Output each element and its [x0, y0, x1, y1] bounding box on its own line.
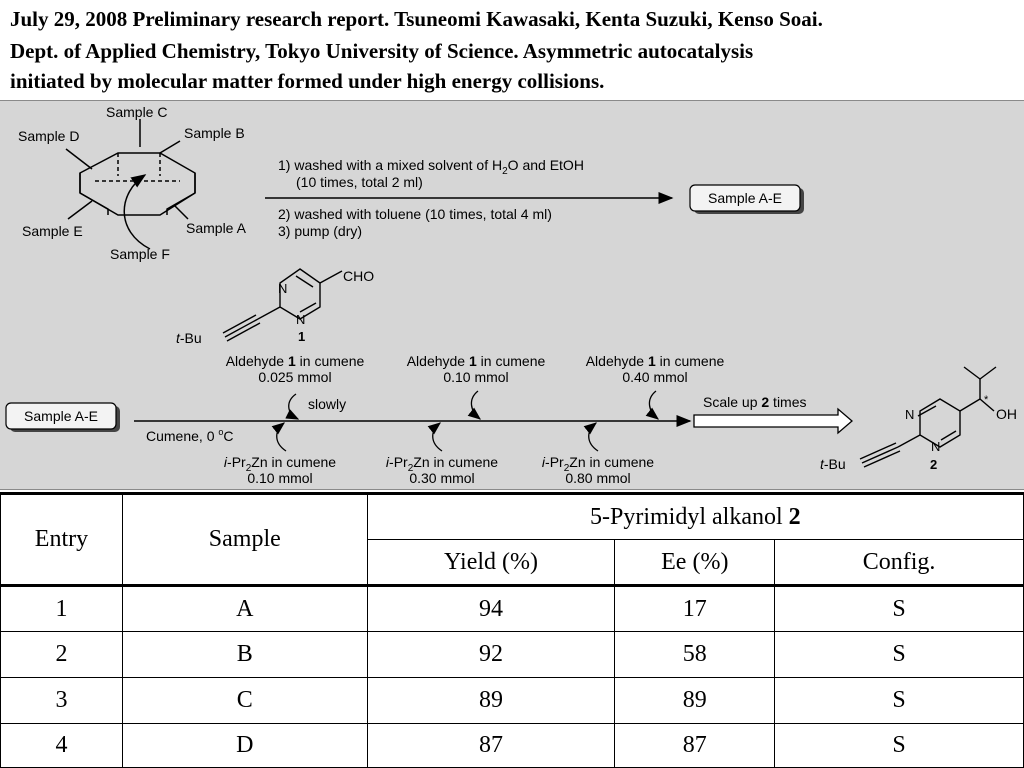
cell-ee: 87 — [615, 724, 775, 768]
header-line-1: July 29, 2008 Preliminary research report. Tsuneomi Kawasaki, Kenta Suzuki, Kenso Soai. — [10, 7, 823, 31]
table-header-row-1 — [1, 494, 1024, 540]
aldehyde-n-upper: N — [278, 281, 288, 296]
cell-sample: D — [122, 724, 367, 768]
aldehyde-tbu: t-Bu — [176, 330, 202, 346]
cell-yield: 94 — [367, 586, 615, 632]
cell-ee: 58 — [615, 632, 775, 678]
cell-entry: 4 — [1, 724, 123, 768]
start-sample-box — [6, 403, 120, 432]
product-number: 2 — [930, 457, 938, 472]
cell-entry: 2 — [1, 632, 123, 678]
cell-sample: C — [122, 678, 367, 724]
aldehyde-number: 1 — [298, 329, 306, 344]
report-header — [0, 0, 1024, 100]
cell-ee: 89 — [615, 678, 775, 724]
leader-sample-f — [124, 175, 150, 249]
table-row — [1, 724, 1024, 768]
addition-top-3-label: Aldehyde 1 in cumene — [585, 353, 725, 369]
results-table — [0, 492, 1024, 768]
wash-step-2: 2) washed with toluene (10 times, total 4 ml) — [278, 206, 552, 222]
product-n-upper: N — [905, 407, 915, 422]
product-sample-box — [690, 185, 804, 214]
aldehyde-cho: CHO — [343, 268, 375, 284]
cell-entry: 1 — [1, 586, 123, 632]
header-line-2: Dept. of Applied Chemistry, Tokyo University of Science. Asymmetric autocatalysis — [10, 39, 754, 63]
cell-ee: 17 — [615, 586, 775, 632]
cell-sample: B — [122, 632, 367, 678]
addition-top-2-amount: 0.10 mmol — [443, 369, 509, 385]
addition-top-1-label: Aldehyde 1 in cumene — [225, 353, 365, 369]
label-sample-a: Sample A — [186, 220, 246, 236]
cell-config: S — [775, 586, 1024, 632]
addition-bottom-3-label: $i-Pr_2Zn$ in cumene — [541, 454, 655, 474]
cell-config: S — [775, 632, 1024, 678]
header-config: Config. — [775, 540, 1024, 586]
wash-step-3: 3) pump (dry) — [278, 223, 363, 239]
table-row — [1, 678, 1024, 724]
addition-bottom-2-amount: 0.30 mmol — [409, 470, 475, 486]
header-entry: Entry — [1, 494, 123, 586]
wash-step-1-detail: (10 times, total 2 ml) — [296, 174, 423, 190]
addition-top-1-amount: 0.025 mmol — [258, 369, 332, 385]
label-sample-e: Sample E — [22, 223, 83, 239]
label-sample-d: Sample D — [18, 128, 80, 144]
addition-bottom-3-amount: 0.80 mmol — [565, 470, 631, 486]
cell-yield: 89 — [367, 678, 615, 724]
svg-text:Sample A-E: Sample A-E — [708, 190, 782, 206]
leader-sample-b — [160, 141, 180, 153]
slowly-label: slowly — [308, 396, 347, 412]
header-line-3: initiated by molecular matter formed under high energy collisions. — [10, 69, 605, 93]
cell-sample: A — [122, 586, 367, 632]
addition-bottom-1-amount: 0.10 mmol — [247, 470, 313, 486]
cell-config: S — [775, 724, 1024, 768]
label-sample-c: Sample C — [106, 104, 168, 120]
sample-holder-drawing — [66, 119, 195, 249]
product-oh: OH — [996, 406, 1017, 422]
scheme-svg — [0, 101, 1024, 491]
header-ee: Ee (%) — [615, 540, 775, 586]
label-sample-b: Sample B — [184, 125, 245, 141]
product-2-structure — [860, 367, 996, 467]
product-stereo-star: * — [984, 394, 989, 406]
header-yield: Yield (%) — [367, 540, 615, 586]
cumene-conditions: Cumene, 0 $^o$C — [146, 427, 234, 444]
addition-bottom-2-label: $i-Pr_2Zn$ in cumene — [385, 454, 499, 474]
cell-config: S — [775, 678, 1024, 724]
leader-sample-a — [175, 206, 188, 219]
table-row — [1, 586, 1024, 632]
leader-sample-e — [68, 201, 92, 219]
addition-top-3-amount: 0.40 mmol — [622, 369, 688, 385]
aldehyde-1-structure — [223, 269, 342, 341]
product-tbu: t-Bu — [820, 456, 846, 472]
wash-step-1: 1) washed with a mixed solvent of $H_2O$ and EtOH — [278, 157, 584, 177]
table-row — [1, 632, 1024, 678]
cell-yield: 92 — [367, 632, 615, 678]
scale-up-arrow — [694, 409, 852, 433]
reaction-scheme — [0, 100, 1024, 490]
header-product-group: 5-Pyrimidyl alkanol 2 — [367, 494, 1023, 540]
svg-text:Sample A-E: Sample A-E — [24, 408, 98, 424]
aldehyde-n-lower: N — [296, 312, 306, 327]
addition-bottom-1-label: $i-Pr_2Zn$ in cumene — [223, 454, 337, 474]
label-sample-f: Sample F — [110, 246, 170, 262]
product-n-lower: N — [931, 439, 941, 454]
cell-yield: 87 — [367, 724, 615, 768]
header-sample: Sample — [122, 494, 367, 586]
leader-sample-d — [66, 149, 92, 169]
scale-up-label: Scale up 2 times — [703, 394, 807, 410]
cell-entry: 3 — [1, 678, 123, 724]
addition-top-2-label: Aldehyde 1 in cumene — [406, 353, 546, 369]
